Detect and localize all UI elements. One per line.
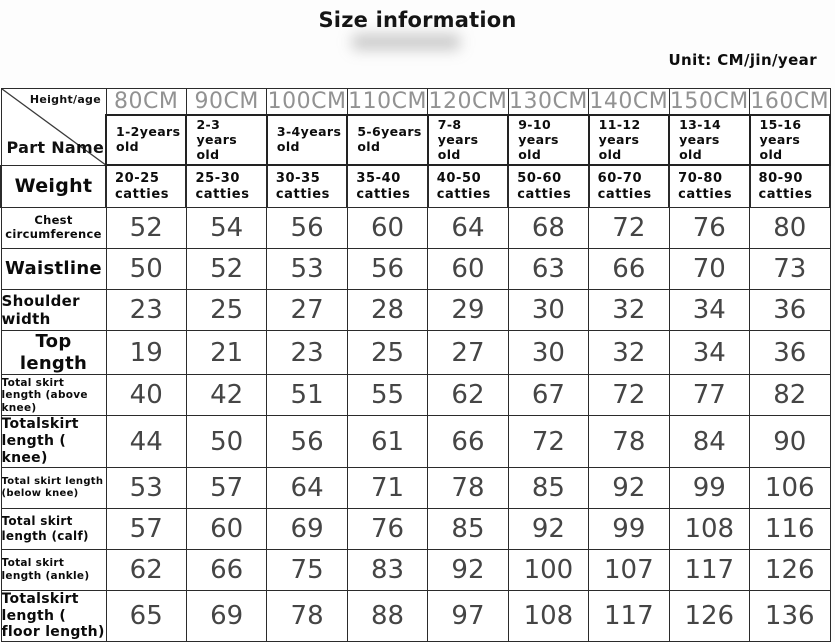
table-row bbox=[1, 375, 830, 416]
value-cell: 36 bbox=[750, 290, 831, 331]
value-cell: 29 bbox=[428, 290, 508, 331]
value-cell: 53 bbox=[267, 249, 347, 290]
corner-height-age-label: Height/age bbox=[29, 93, 101, 106]
weight-value-cell: 25-30 catties bbox=[186, 165, 266, 208]
weight-value-cell: 30-35 catties bbox=[267, 165, 347, 208]
value-cell: 75 bbox=[267, 549, 347, 590]
value-cell: 40 bbox=[106, 375, 186, 416]
value-cell: 53 bbox=[106, 467, 186, 508]
value-cell: 83 bbox=[347, 549, 427, 590]
value-cell: 27 bbox=[267, 290, 347, 331]
value-cell: 85 bbox=[428, 508, 508, 549]
value-cell: 21 bbox=[186, 331, 266, 375]
value-cell: 32 bbox=[589, 290, 669, 331]
value-cell: 65 bbox=[106, 590, 186, 641]
value-cell: 32 bbox=[589, 331, 669, 375]
value-cell: 72 bbox=[589, 375, 669, 416]
value-cell: 50 bbox=[186, 416, 266, 467]
row-label: Chest circumference bbox=[1, 208, 106, 249]
value-cell: 92 bbox=[428, 549, 508, 590]
row-label: Weight bbox=[1, 165, 106, 208]
age-header-cell: 15-16 years old bbox=[750, 115, 831, 165]
value-cell: 57 bbox=[186, 467, 266, 508]
value-cell: 99 bbox=[669, 467, 749, 508]
value-cell: 63 bbox=[508, 249, 588, 290]
value-cell: 23 bbox=[267, 331, 347, 375]
table-row bbox=[1, 549, 830, 590]
height-header-cell: 110CM bbox=[348, 89, 427, 114]
size-table bbox=[0, 88, 831, 642]
value-cell: 90 bbox=[750, 416, 831, 467]
weight-value-cell: 20-25 catties bbox=[106, 165, 186, 208]
weight-value-cell: 60-70 catties bbox=[589, 165, 669, 208]
height-header-cell: 90CM bbox=[186, 89, 266, 116]
value-cell: 64 bbox=[267, 467, 347, 508]
value-cell: 107 bbox=[589, 549, 669, 590]
value-cell: 126 bbox=[669, 590, 749, 641]
value-cell: 108 bbox=[669, 508, 749, 549]
value-cell: 80 bbox=[750, 208, 831, 249]
value-cell: 68 bbox=[508, 208, 588, 249]
age-header-row bbox=[1, 115, 830, 165]
weight-value-cell: 35-40 catties bbox=[347, 165, 427, 208]
value-cell: 44 bbox=[106, 416, 186, 467]
value-cell: 19 bbox=[106, 331, 186, 375]
table-row bbox=[1, 249, 830, 290]
value-cell: 50 bbox=[106, 249, 186, 290]
value-cell: 60 bbox=[347, 208, 427, 249]
value-cell: 60 bbox=[428, 249, 508, 290]
row-label: Total skirt length (below knee) bbox=[1, 467, 106, 508]
table-row bbox=[1, 208, 830, 249]
value-cell: 54 bbox=[186, 208, 266, 249]
value-cell: 57 bbox=[106, 508, 186, 549]
height-header-cell: 80CM bbox=[106, 89, 186, 116]
table-row bbox=[1, 290, 830, 331]
age-header-cell: 11-12 years old bbox=[589, 115, 669, 165]
table-row bbox=[1, 590, 830, 641]
watermark-smudge bbox=[352, 34, 460, 50]
value-cell: 77 bbox=[669, 375, 749, 416]
value-cell: 82 bbox=[750, 375, 831, 416]
value-cell: 67 bbox=[508, 375, 588, 416]
value-cell: 78 bbox=[267, 590, 347, 641]
value-cell: 34 bbox=[669, 290, 749, 331]
value-cell: 76 bbox=[347, 508, 427, 549]
value-cell: 62 bbox=[428, 375, 508, 416]
value-cell: 36 bbox=[750, 331, 831, 375]
value-cell: 61 bbox=[347, 416, 427, 467]
weight-value-cell: 80-90 catties bbox=[750, 165, 831, 208]
row-label: Totalskirt length ( knee) bbox=[1, 416, 106, 467]
value-cell: 55 bbox=[347, 375, 427, 416]
value-cell: 30 bbox=[508, 331, 588, 375]
value-cell: 78 bbox=[589, 416, 669, 467]
row-label: Total skirt length (ankle) bbox=[1, 549, 106, 590]
height-header-cell: 140CM bbox=[589, 89, 669, 114]
value-cell: 42 bbox=[186, 375, 266, 416]
value-cell: 25 bbox=[186, 290, 266, 331]
value-cell: 34 bbox=[669, 331, 749, 375]
value-cell: 52 bbox=[106, 208, 186, 249]
value-cell: 136 bbox=[750, 590, 831, 641]
value-cell: 69 bbox=[186, 590, 266, 641]
row-label: Waistline bbox=[1, 249, 106, 290]
value-cell: 99 bbox=[589, 508, 669, 549]
age-header-cell: 3-4years old bbox=[267, 115, 347, 165]
value-cell: 56 bbox=[347, 249, 427, 290]
value-cell: 60 bbox=[186, 508, 266, 549]
value-cell: 76 bbox=[669, 208, 749, 249]
value-cell: 84 bbox=[669, 416, 749, 467]
row-label: Totalskirt length ( floor length) bbox=[1, 590, 105, 641]
row-label: Total skirt length (above knee) bbox=[1, 375, 106, 416]
value-cell: 100 bbox=[508, 549, 588, 590]
value-cell: 85 bbox=[508, 467, 588, 508]
value-cell: 72 bbox=[589, 208, 669, 249]
age-header-cell: 13-14 years old bbox=[669, 115, 749, 165]
unit-label: Unit: CM/jin/year bbox=[668, 51, 817, 69]
corner-cell bbox=[1, 89, 106, 166]
value-cell: 28 bbox=[347, 290, 427, 331]
value-cell: 116 bbox=[750, 508, 831, 549]
weight-value-cell: 40-50 catties bbox=[428, 165, 508, 208]
value-cell: 66 bbox=[589, 249, 669, 290]
table-row bbox=[1, 508, 830, 549]
age-header-cell: 1-2years old bbox=[106, 115, 186, 165]
value-cell: 51 bbox=[267, 375, 347, 416]
value-cell: 92 bbox=[589, 467, 669, 508]
value-cell: 23 bbox=[106, 290, 186, 331]
value-cell: 97 bbox=[428, 590, 508, 641]
value-cell: 56 bbox=[267, 208, 347, 249]
value-cell: 73 bbox=[750, 249, 831, 290]
value-cell: 92 bbox=[508, 508, 588, 549]
value-cell: 108 bbox=[508, 590, 588, 641]
row-label: Top length bbox=[1, 331, 106, 375]
height-header-cell: 120CM bbox=[428, 89, 508, 114]
value-cell: 117 bbox=[589, 590, 669, 641]
value-cell: 66 bbox=[186, 549, 266, 590]
value-cell: 56 bbox=[267, 416, 347, 467]
value-cell: 62 bbox=[106, 549, 186, 590]
row-label: Total skirt length (calf) bbox=[1, 508, 106, 549]
age-header-cell: 9-10 years old bbox=[508, 115, 588, 165]
value-cell: 25 bbox=[347, 331, 427, 375]
value-cell: 52 bbox=[186, 249, 266, 290]
height-header-row bbox=[1, 89, 830, 116]
weight-row bbox=[1, 165, 830, 208]
value-cell: 27 bbox=[428, 331, 508, 375]
age-header-cell: 2-3 years old bbox=[186, 115, 266, 165]
page-title: Size information bbox=[318, 8, 517, 32]
age-header-cell: 7-8 years old bbox=[428, 115, 508, 165]
height-header-cell: 100CM bbox=[267, 89, 347, 114]
row-label: Shoulder width bbox=[1, 290, 106, 331]
value-cell: 70 bbox=[669, 249, 749, 290]
height-header-cell: 160CM bbox=[750, 89, 830, 114]
value-cell: 88 bbox=[347, 590, 427, 641]
age-header-cell: 5-6years old bbox=[347, 115, 427, 165]
weight-value-cell: 50-60 catties bbox=[508, 165, 588, 208]
value-cell: 30 bbox=[508, 290, 588, 331]
table-row bbox=[1, 467, 830, 508]
weight-value-cell: 70-80 catties bbox=[669, 165, 749, 208]
table-row bbox=[1, 331, 830, 375]
corner-part-name-label: Part Name bbox=[6, 137, 105, 157]
value-cell: 66 bbox=[428, 416, 508, 467]
value-cell: 72 bbox=[508, 416, 588, 467]
value-cell: 117 bbox=[669, 549, 749, 590]
height-header-cell: 130CM bbox=[508, 89, 588, 114]
value-cell: 126 bbox=[750, 549, 831, 590]
table-row bbox=[1, 416, 830, 467]
value-cell: 71 bbox=[347, 467, 427, 508]
value-cell: 106 bbox=[750, 467, 831, 508]
value-cell: 64 bbox=[428, 208, 508, 249]
value-cell: 78 bbox=[428, 467, 508, 508]
value-cell: 69 bbox=[267, 508, 347, 549]
height-header-cell: 150CM bbox=[669, 89, 749, 114]
